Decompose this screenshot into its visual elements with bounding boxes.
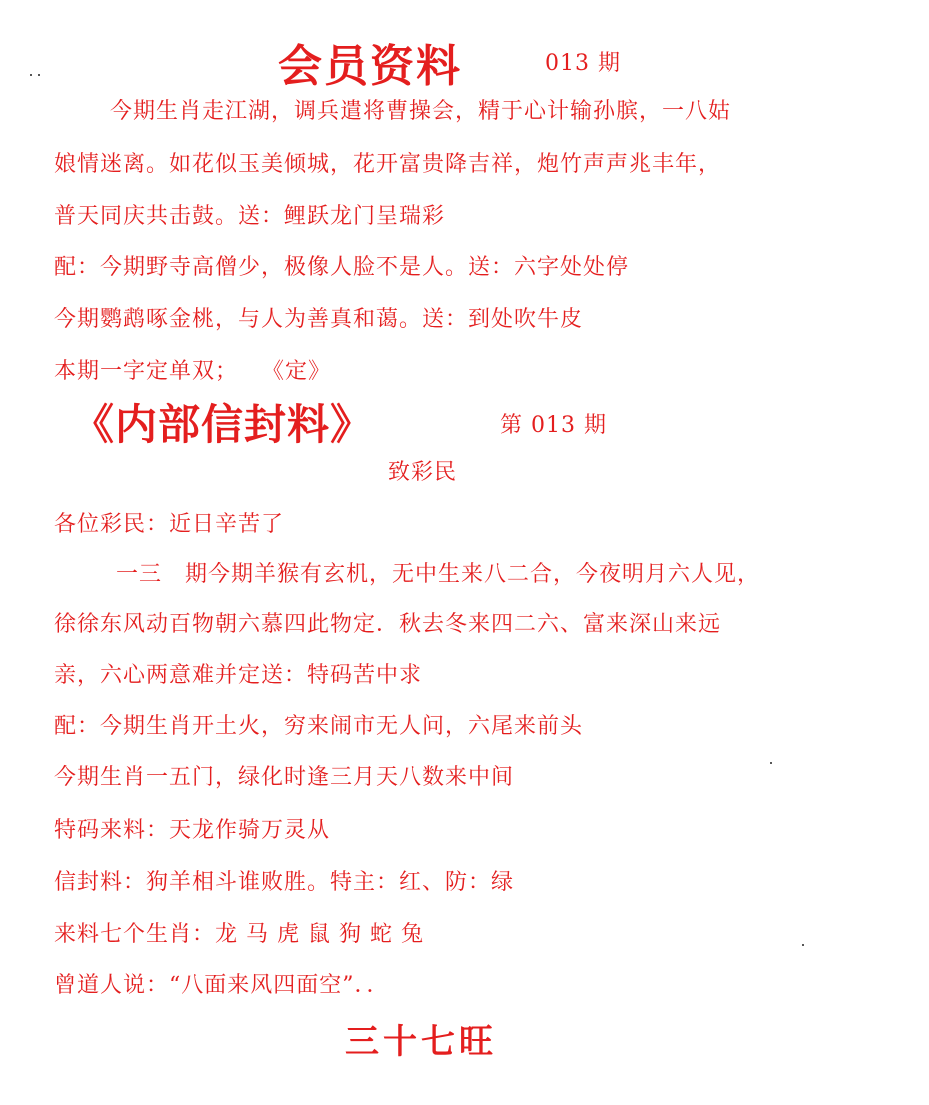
section2-line-7: 特码来料：天龙作骑万灵从 (54, 818, 331, 843)
section2-line-5: 配：今期生肖开土火，穷来闹市无人问，六尾来前头 (54, 714, 584, 739)
section2-line-2: 一三 期今期羊猴有玄机，无中生来八二合，今夜明月六人见， (116, 562, 761, 587)
section2-subtitle: 致彩民 (388, 460, 458, 485)
final-answer: 三十七旺 (345, 1022, 497, 1062)
section2-line-9: 来料七个生肖：龙 马 虎 鼠 狗 蛇 兔 (54, 922, 424, 947)
envelope-issue: 第 013 期 (500, 413, 607, 438)
section2-line-3: 徐徐东风动百物朝六慕四此物定．秋去冬来四二六、富来深山来远 (54, 612, 722, 637)
section2-line-1: 各位彩民：近日辛苦了 (54, 512, 285, 537)
section1-line-6: 本期一字定单双； 《定》 (54, 359, 332, 384)
section1-line-3: 普天同庆共击鼓。送：鲤跃龙门呈瑞彩 (54, 204, 446, 229)
member-issue: 013 期 (545, 51, 621, 76)
section1-line-5: 今期鹦鹉啄金桃，与人为善真和蔼。送：到处吹牛皮 (54, 307, 584, 332)
section1-line-1: 今期生肖走江湖，调兵遣将曹操会，精于心计输孙膑，一八姑 (110, 99, 732, 124)
section1-line-2: 娘情迷离。如花似玉美倾城，花开富贵降吉祥，炮竹声声兆丰年， (54, 152, 722, 177)
member-title: 会员资料 (278, 41, 462, 92)
speck (770, 762, 772, 764)
section2-line-4: 亲，六心两意难并定送：特码苦中求 (54, 663, 423, 688)
envelope-title: 《内部信封料》 (72, 400, 374, 449)
section2-line-10: 曾道人说：“八面来风四面空”．． (54, 973, 390, 998)
section1-line-4: 配：今期野寺高僧少，极像人脸不是人。送：六字处处停 (54, 255, 630, 280)
section2-line-6: 今期生肖一五门，绿化时逢三月天八数来中间 (54, 765, 515, 790)
section2-line-8: 信封料：狗羊相斗谁败胜。特主：红、防：绿 (54, 870, 515, 895)
speck (30, 74, 32, 76)
speck (802, 944, 804, 946)
speck (38, 74, 40, 76)
